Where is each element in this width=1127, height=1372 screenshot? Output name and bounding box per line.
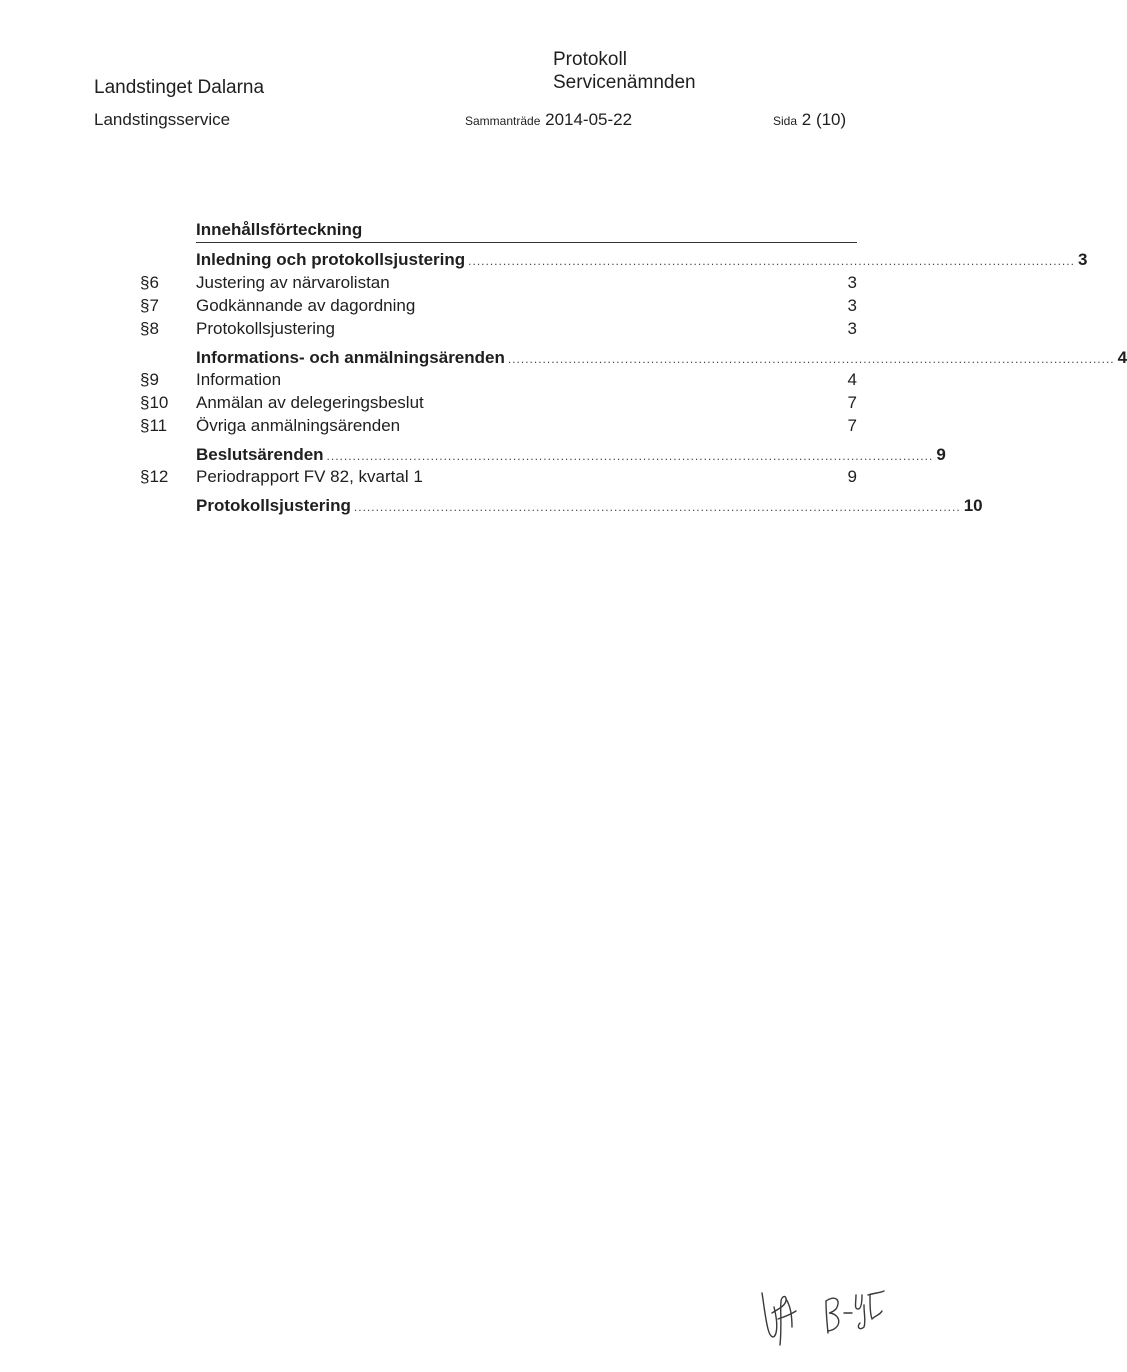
toc-divider [196,242,857,243]
toc-section[interactable] [196,250,1088,270]
signature-initials [756,1285,886,1355]
doc-type: Protokoll [553,49,627,70]
toc-leader-dots: ............................................................................................................................................ [507,352,1115,366]
toc-item-number: §9 [140,370,159,389]
toc-item-page: 3 [847,319,857,338]
toc-item-number: §8 [140,319,159,338]
toc-item-page: 4 [847,370,857,389]
toc-section-page: 4 [1117,348,1127,367]
toc-leader-dots: ............................................................................................................................................ [326,449,934,463]
toc-item[interactable] [140,467,857,489]
toc-item-page: 7 [847,393,857,412]
toc-item-page: 3 [847,273,857,292]
toc-section-page: 3 [1077,250,1088,269]
toc-item[interactable] [140,393,857,415]
toc-item-title: Information [196,370,282,389]
meeting-label: Sammanträde [465,114,541,128]
organization-name: Landstinget Dalarna [94,77,265,98]
toc-item-title: Övriga anmälningsärenden [196,416,401,435]
toc-item-title: Periodrapport FV 82, kvartal 1 [196,467,423,486]
department-name: Landstingsservice [94,110,231,129]
toc-item[interactable] [140,296,857,318]
toc-section-title: Inledning och protokollsjustering [196,250,466,269]
toc-section-page: 9 [936,445,946,464]
toc-section-title: Beslutsärenden [196,445,324,464]
toc-item-title: Godkännande av dagordning [196,296,416,315]
toc-leader-dots: ............................................................................................................................................ [353,500,961,514]
toc-item-page: 9 [847,467,857,486]
toc-item[interactable] [140,273,857,295]
meeting-date: 2014-05-22 [545,110,633,129]
toc-item[interactable] [140,319,857,341]
toc-item-page: 3 [847,296,857,315]
committee-name: Servicenämnden [553,72,696,93]
toc-item[interactable] [140,370,857,392]
page-label: Sida [773,114,798,128]
toc-item-number: §11 [140,416,168,435]
toc-item-title: Protokollsjustering [196,319,335,338]
toc-item-number: §12 [140,467,169,486]
toc-item[interactable] [140,416,857,438]
toc-item-title: Justering av närvarolistan [196,273,390,292]
toc-section[interactable] [196,348,1127,368]
toc-section-title: Informations- och anmälningsärenden [196,348,505,367]
toc-heading: Innehållsförteckning [196,220,363,239]
toc-item-page: 7 [847,416,857,435]
document-title [553,48,696,94]
toc-item-number: §7 [140,296,159,315]
toc-item-number: §6 [140,273,159,292]
toc-section[interactable] [196,496,983,516]
meeting-info [465,110,632,130]
page-number: 2 (10) [801,110,847,129]
toc-section-page: 10 [963,496,983,515]
toc-section[interactable] [196,445,946,465]
toc-item-title: Anmälan av delegeringsbeslut [196,393,424,412]
toc-item-number: §10 [140,393,169,412]
toc-section-title: Protokollsjustering [196,496,351,515]
toc-leader-dots: ............................................................................................................................................ [468,254,1075,268]
page-info [773,110,846,130]
